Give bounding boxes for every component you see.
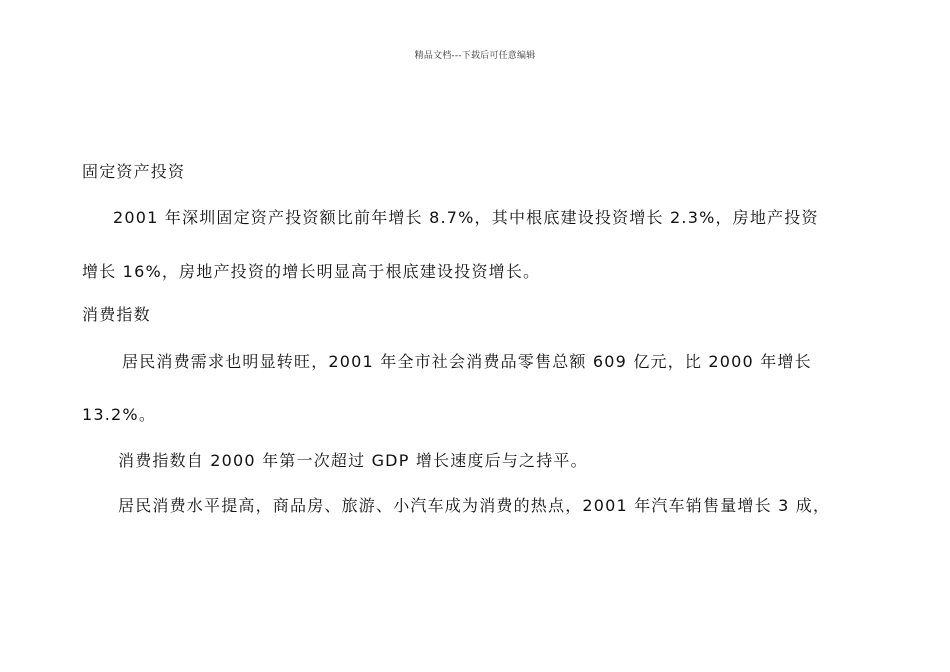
page-header-note: 精品文档---下载后可任意编辑 bbox=[414, 51, 536, 61]
paragraph-consumption-line-2: 13.2%。 bbox=[82, 405, 157, 424]
paragraph-consumption-hotspots: 居民消费水平提高，商品房、旅游、小汽车成为消费的热点，2001 年汽车销售量增长 3 成， bbox=[118, 496, 831, 515]
paragraph-fixed-asset-line-1: 2001 年深圳固定资产投资额比前年增长 8.7%，其中根底建设投资增长 2.3%，房地产投资 bbox=[113, 208, 819, 227]
heading-fixed-asset-investment: 固定资产投资 bbox=[82, 162, 186, 181]
paragraph-fixed-asset-line-2: 增长 16%，房地产投资的增长明显高于根底建设投资增长。 bbox=[82, 262, 541, 281]
heading-consumption-index: 消费指数 bbox=[82, 305, 151, 324]
paragraph-consumption-index: 消费指数自 2000 年第一次超过 GDP 增长速度后与之持平。 bbox=[118, 451, 588, 470]
paragraph-consumption-line-1: 居民消费需求也明显转旺，2001 年全市社会消费品零售总额 609 亿元，比 2000 年增长 bbox=[122, 352, 812, 371]
